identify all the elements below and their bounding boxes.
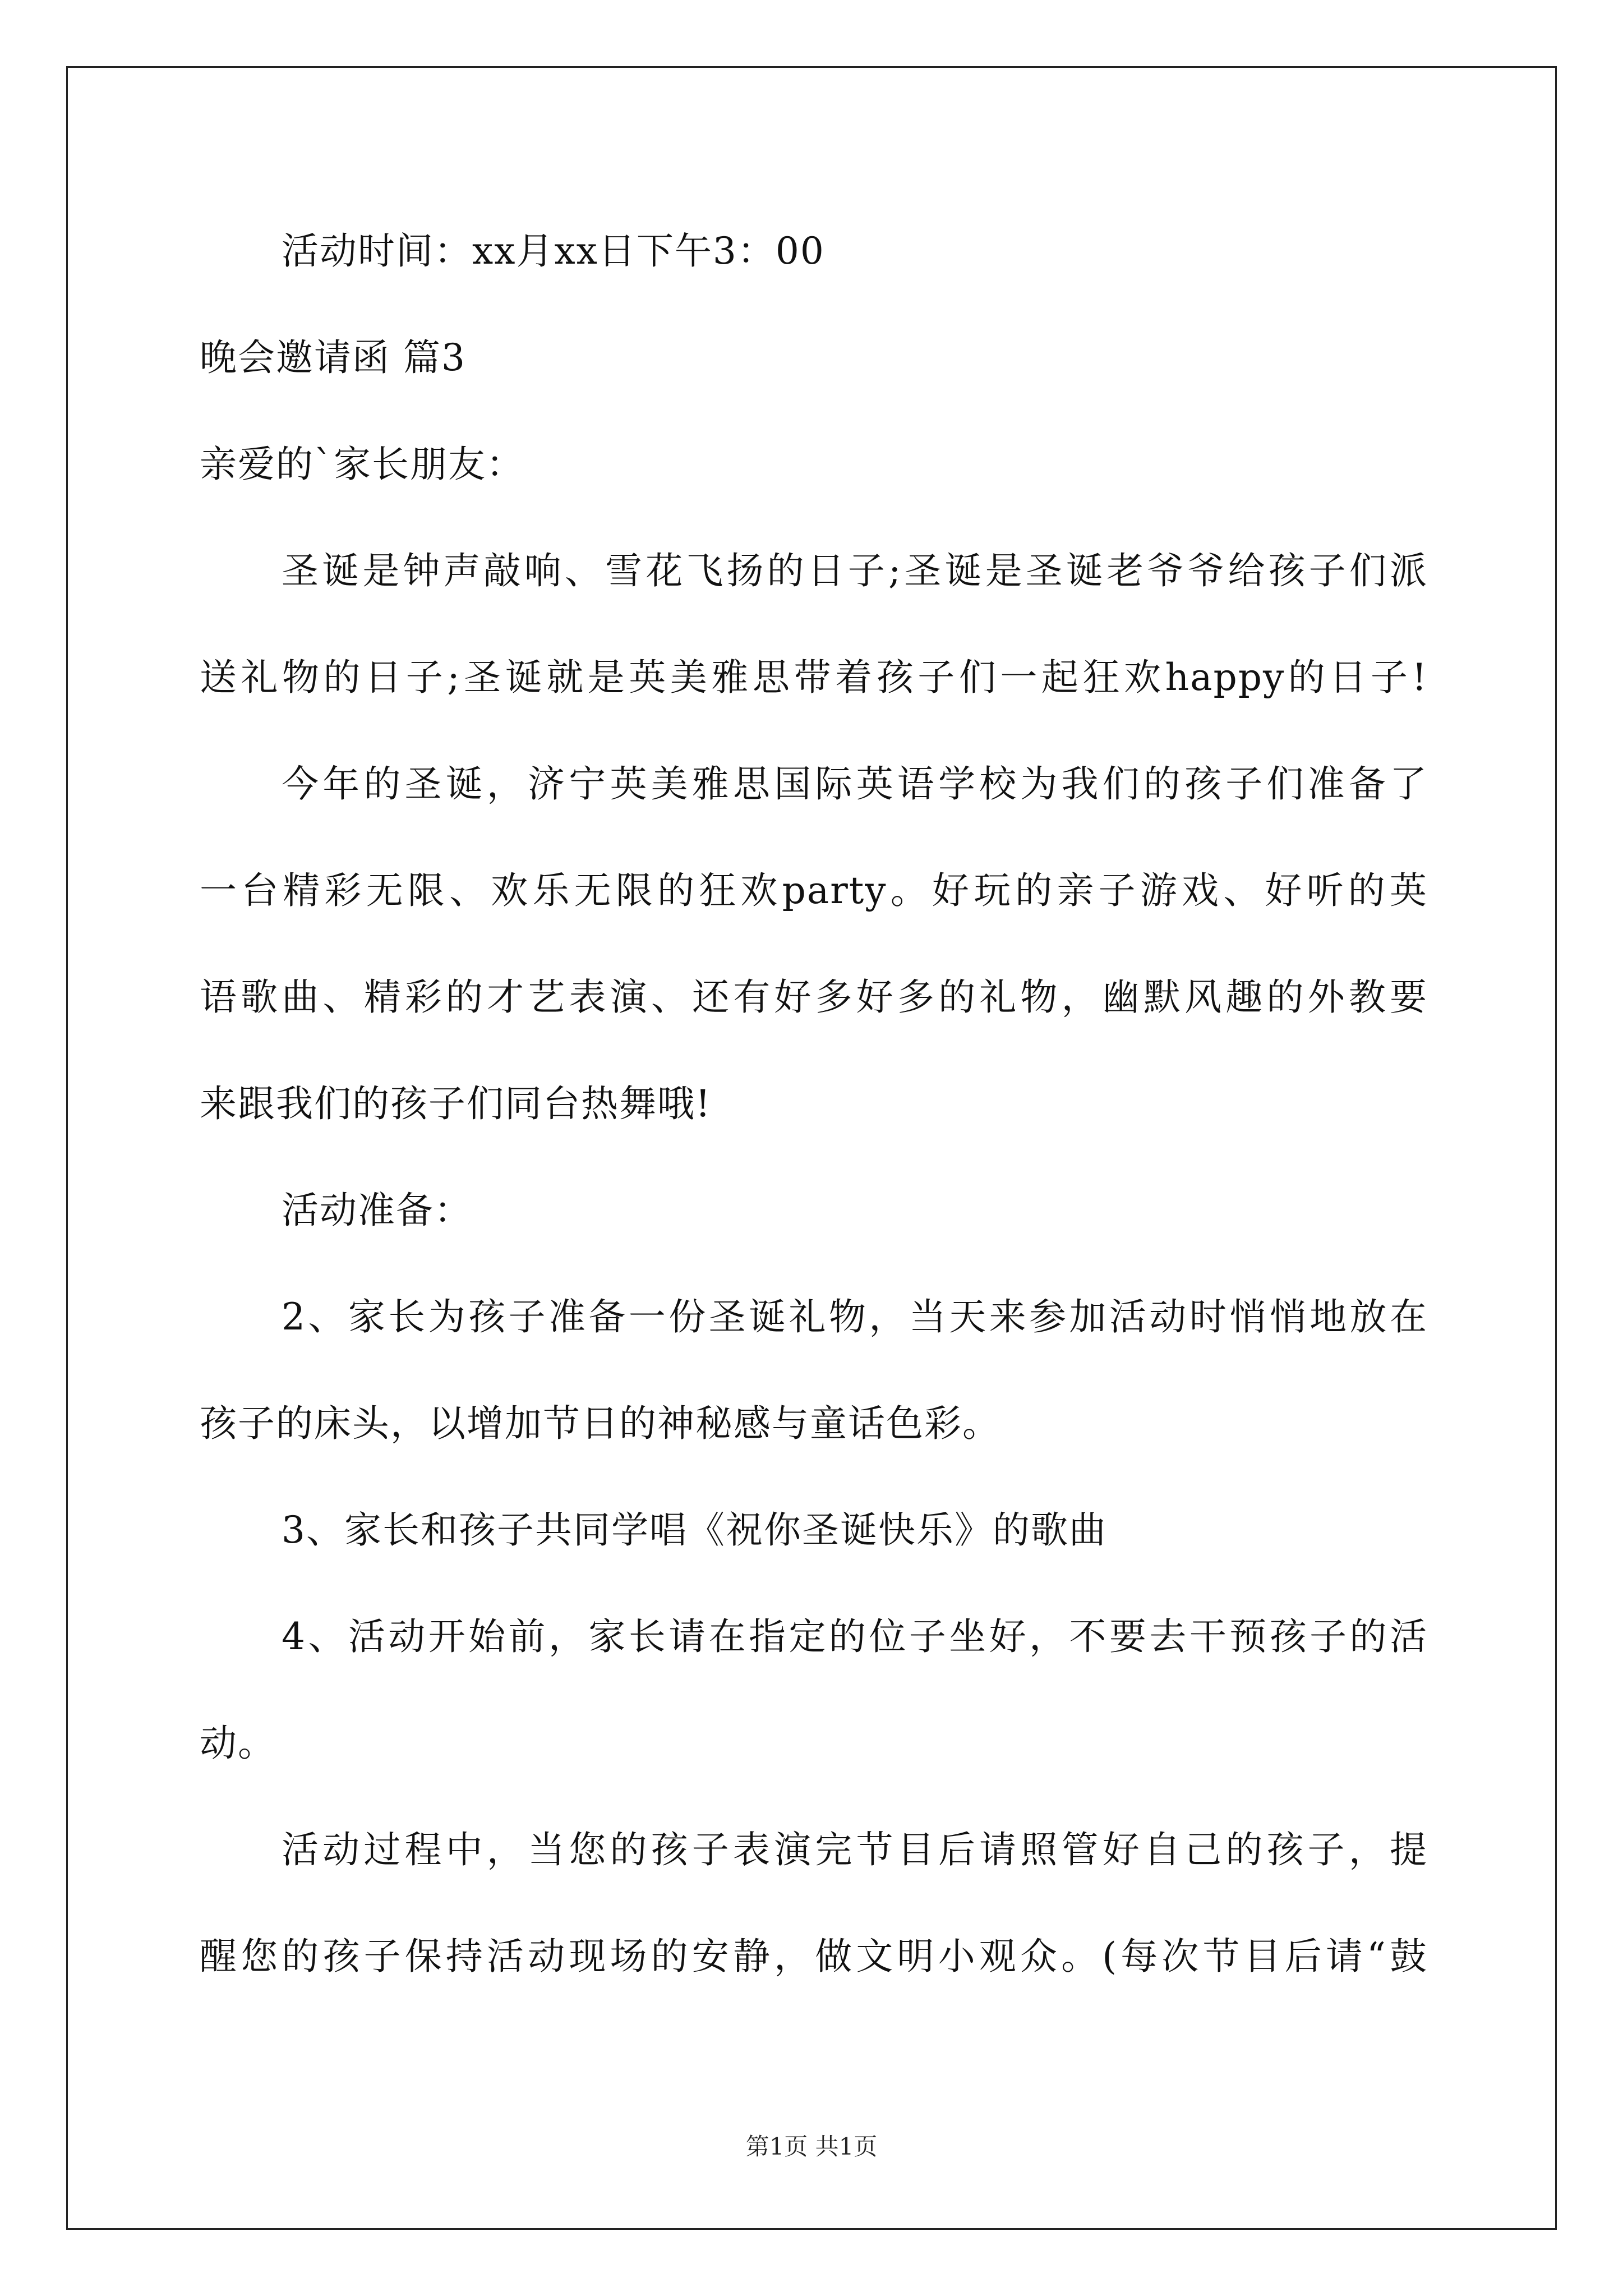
page-border	[66, 66, 1557, 2230]
section-heading: 晚会邀请函 篇3	[200, 336, 466, 379]
paragraph-line: 今年的圣诞，济宁英美雅思国际英语学校为我们的孩子们准备了	[282, 762, 1428, 806]
paragraph-line: 圣诞是钟声敲响、雪花飞扬的日子;圣诞是圣诞老爷爷给孩子们派	[282, 549, 1428, 592]
list-item-continuation: 动。	[200, 1722, 276, 1765]
salutation: 亲爱的`家长朋友：	[200, 443, 524, 486]
list-item: 4、活动开始前，家长请在指定的位子坐好，不要去干预孩子的活	[282, 1615, 1428, 1658]
list-item: 2、家长为孩子准备一份圣诞礼物，当天来参加活动时悄悄地放在	[282, 1295, 1428, 1338]
activity-time-line: 活动时间：xx月xx日下午3：00	[282, 229, 825, 273]
paragraph-line: 一台精彩无限、欢乐无限的狂欢party。好玩的亲子游戏、好听的英	[200, 869, 1428, 912]
paragraph-line: 醒您的孩子保持活动现场的安静，做文明小观众。(每次节目后请“鼓	[200, 1935, 1428, 1978]
list-item-continuation: 孩子的床头，以增加节日的神秘感与童话色彩。	[200, 1402, 1000, 1445]
list-item: 3、家长和孩子共同学唱《祝你圣诞快乐》的歌曲	[282, 1508, 1107, 1552]
page-number-footer: 第1页 共1页	[745, 2133, 878, 2160]
paragraph-line: 活动过程中，当您的孩子表演完节目后请照管好自己的孩子，提	[282, 1828, 1428, 1871]
paragraph-line: 来跟我们的孩子们同台热舞哦!	[200, 1082, 712, 1125]
paragraph-line: 语歌曲、精彩的才艺表演、还有好多好多的礼物，幽默风趣的外教要	[200, 976, 1428, 1019]
subheading-preparation: 活动准备：	[282, 1189, 472, 1232]
paragraph-line: 送礼物的日子;圣诞就是英美雅思带着孩子们一起狂欢happy的日子!	[200, 656, 1428, 699]
